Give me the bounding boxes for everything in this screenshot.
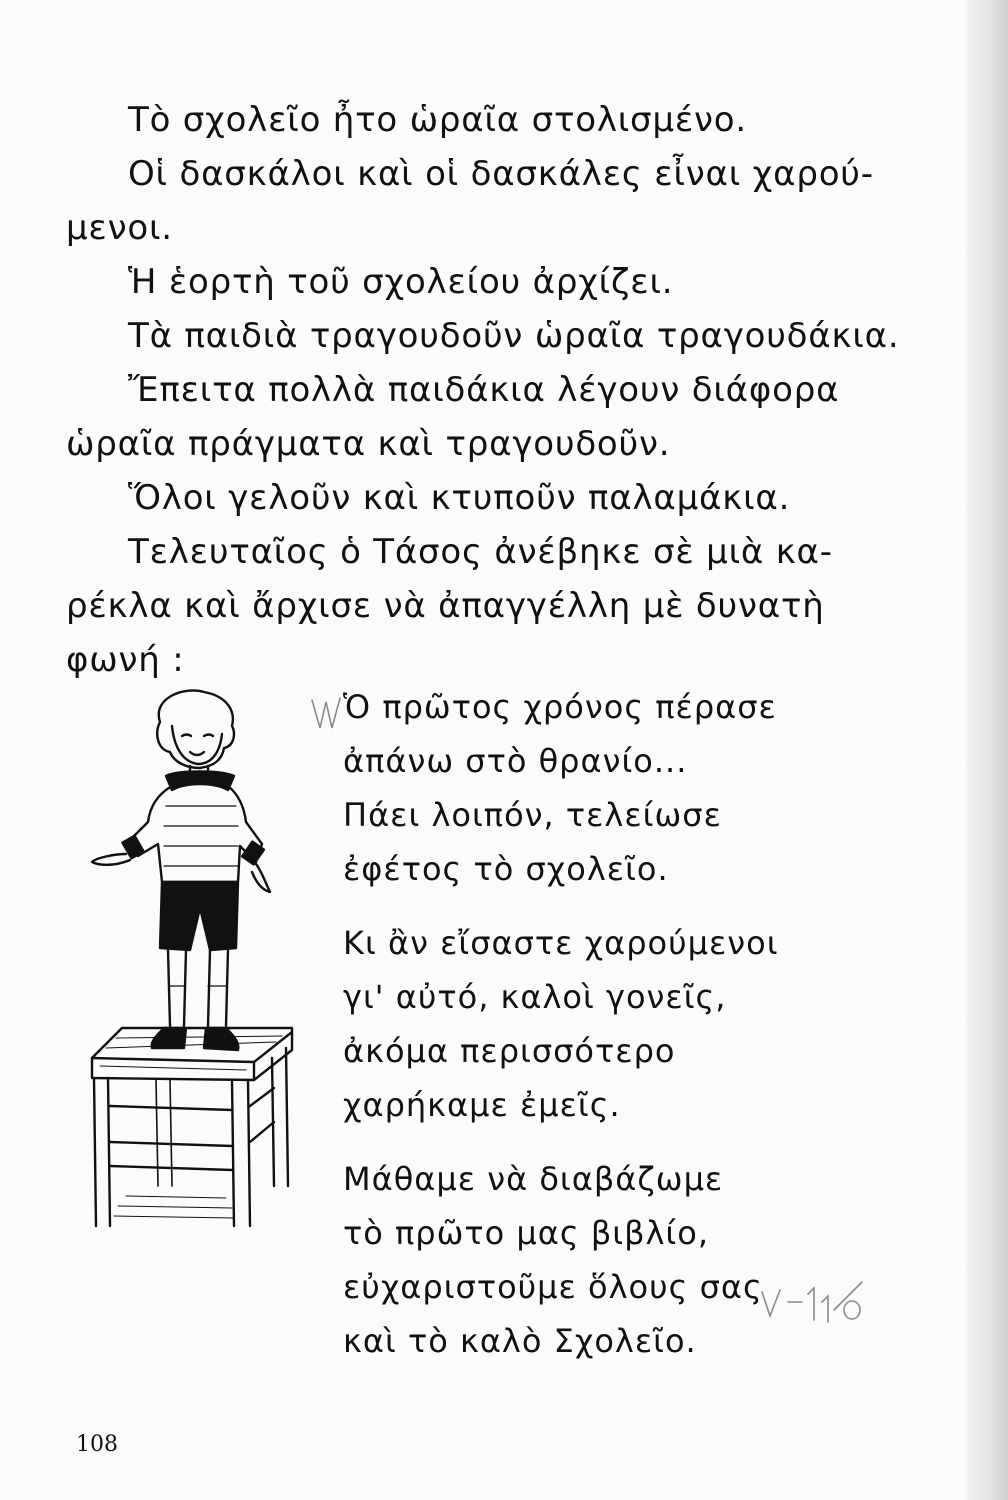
prose-line: φωνή : — [66, 640, 185, 680]
poem-line: Ὁ πρῶτος χρόνος πέρασε — [343, 688, 777, 726]
hair — [157, 690, 234, 768]
collar — [166, 772, 234, 791]
prose-line: Τὰ παιδιὰ τραγουδοῦν ὡραῖα τραγουδάκια. — [128, 316, 900, 356]
poem-line: καὶ τὸ καλὸ Σχολεῖο. — [343, 1322, 697, 1360]
poem-line: ἐφέτος τὸ σχολεῖο. — [343, 850, 669, 888]
poem-line: γι' αὐτό, καλοὶ γονεῖς, — [343, 978, 727, 1016]
prose-line: Τὸ σχολεῖο ἦτο ὡραῖα στολισμένο. — [128, 100, 748, 140]
prose-line: Ἔπειτα πολλὰ παιδάκια λέγουν διάφορα — [128, 370, 840, 410]
prose-line: μενοι. — [66, 208, 173, 248]
right-shoe — [204, 1028, 238, 1050]
shorts — [160, 882, 238, 950]
prose-text — [66, 93, 900, 687]
poem-line: χαρήκαμε ἐμεῖς. — [343, 1086, 621, 1124]
poem-line: ἀπάνω στὸ θρανίο... — [343, 742, 688, 780]
poem-line: Κι ἂν εἴσαστε χαρούμενοι — [343, 924, 779, 962]
prose-line: Ὅλοι γελοῦν καὶ κτυποῦν παλαμάκια. — [128, 478, 791, 518]
boy-on-stool-illustration — [86, 686, 300, 1231]
poem-stanza — [343, 916, 883, 1132]
poem-line: Μάθαμε νὰ διαβάζωμε — [343, 1160, 724, 1198]
page-number: 108 — [76, 1432, 118, 1457]
left-hand — [92, 854, 130, 865]
pencil-grade-mark — [758, 1272, 868, 1326]
sweater — [132, 786, 262, 882]
prose-line: ρέκλα καὶ ἄρχισε νὰ ἀπαγγέλλη μὲ δυνατὴ — [66, 586, 825, 626]
face — [172, 726, 222, 764]
prose-line: Τελευταῖος ὁ Τάσος ἀνέβηκε σὲ μιὰ κα- — [128, 532, 833, 572]
poem-line: Πάει λοιπόν, τελείωσε — [343, 796, 722, 834]
poem-line: τὸ πρῶτο μας βιβλίο, — [343, 1214, 709, 1252]
page-edge-shadow — [966, 0, 1008, 1500]
poem-line: ἀκόμα περισσότερο — [343, 1032, 676, 1070]
prose-line: ὡραῖα πράγματα καὶ τραγουδοῦν. — [66, 424, 671, 464]
prose-line: Ἡ ἑορτὴ τοῦ σχολείου ἀρχίζει. — [128, 262, 674, 302]
poem-stanza — [343, 1152, 883, 1368]
prose-line: Οἱ δασκάλοι καὶ οἱ δασκάλες εἶναι χαρού- — [128, 154, 874, 194]
pencil-check-mark — [308, 694, 344, 734]
poem-line: εὐχαριστοῦμε ὅλους σας — [343, 1268, 763, 1306]
poem-stanza — [343, 680, 883, 896]
right-hand — [252, 864, 270, 892]
